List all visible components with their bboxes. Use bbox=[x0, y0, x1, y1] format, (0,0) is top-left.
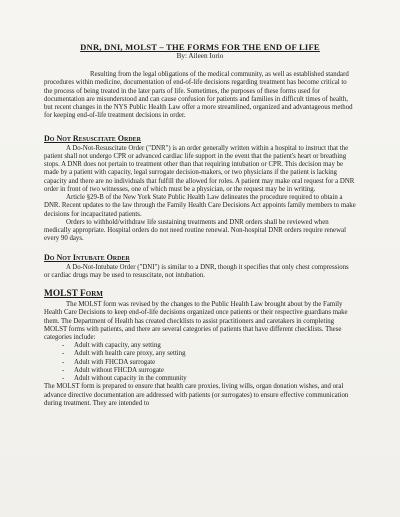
dnr-heading bbox=[44, 134, 356, 144]
dni-heading-text: Do Not Intubate Order bbox=[44, 252, 130, 262]
section-spacer bbox=[44, 244, 356, 253]
dni-paragraph-1: A Do-Not-Intubate Order ("DNI") is similar to a DNR, though it specifies that only chest compressions or cardiac drugs may be used to resuscitate, not intubation. bbox=[44, 263, 349, 279]
molst-paragraph-1: The MOLST form was revised by the changes to the Public Health Law brought about by the Family Health Care Decisions to keep end-of-life decisions organized once patients or their respective guardians make them. The Department of Health has created checklists to assist practitioners and caretakers in completing MOLST forms with patients, and there are several categories of patients that have different checklists. These categories include: bbox=[44, 301, 348, 341]
molst-heading-text: MOLST Form bbox=[44, 289, 103, 299]
list-item: - Adult without FHCDA surrogate bbox=[74, 367, 356, 375]
author-byline: By: Aileen Iorio bbox=[176, 52, 224, 60]
list-item: - Adult with capacity, any setting bbox=[74, 342, 356, 350]
list-item: - Adult with FHCDA surrogate bbox=[74, 359, 356, 367]
document-title: DNR, DNI, MOLST – THE FORMS FOR THE END OF LIFE bbox=[80, 42, 320, 52]
molst-heading bbox=[44, 289, 356, 300]
intro-paragraph: Resulting from the legal obligations of the medical community, as well as established standard procedures within medicine, documentation of end-of-life decisions regarding treatment has become critical to the process of being treated in the later parts of life. Sometimes, the purposes of these forms used for documentation are misunderstood and can cause confusion for patients and families in difficult times of health, but recent changes in the NYS Public Health Law offer a more streamlined, organized and advantageous method for keeping end-of-life treatment decisions in order. bbox=[44, 71, 353, 120]
dni-heading bbox=[44, 253, 356, 263]
molst-category-list bbox=[44, 342, 356, 383]
section-spacer bbox=[44, 280, 356, 289]
dnr-heading-text: Do Not Resuscitate Order bbox=[44, 133, 142, 143]
list-item: - Adult with health care proxy, any setting bbox=[74, 350, 356, 358]
dnr-paragraph-2: Article §29-B of the New York State Public Health Law delineates the procedure required to obtain a DNR. Recent updates to the law through the Family Health Care Decisions Act appoints family members to make decisions for incapacitated patients. bbox=[44, 194, 356, 218]
dnr-paragraph-1: A Do-Not-Resuscitate Order ("DNR") is an order generally written within a hospital to instruct that the patient shall not undergo CPR or advanced cardiac life support in the event that the patient's heart or breathing stops. A DNR does not pertain to treatment other than that requiring intubation or CPR. This decision may be made by a patient with capacity, legal surrogate decision-makers, or two physicians if the patient is lacking capacity and there are no individuals that fulfill the allowed for roles. A patient may make oral request for a DNR order in front of two witnesses, one of which must be a physician, or the request may be in writing. bbox=[44, 144, 355, 193]
list-item: - Adult without capacity in the community bbox=[74, 375, 356, 383]
molst-paragraph-2: The MOLST form is prepared to ensure that health care proxies, living wills, organ donation wishes, and oral advance directive documentation are addressed with patients (or surrogates) to ensure effective communication during treatment. They are intended to bbox=[44, 383, 349, 407]
dnr-paragraph-3: Orders to withhold/withdraw life sustaining treatments and DNR orders shall be reviewed when medically appropriate. Hospital orders do not need routine renewal. Non-hospital DNR orders require renewal every 90 days. bbox=[44, 218, 346, 243]
